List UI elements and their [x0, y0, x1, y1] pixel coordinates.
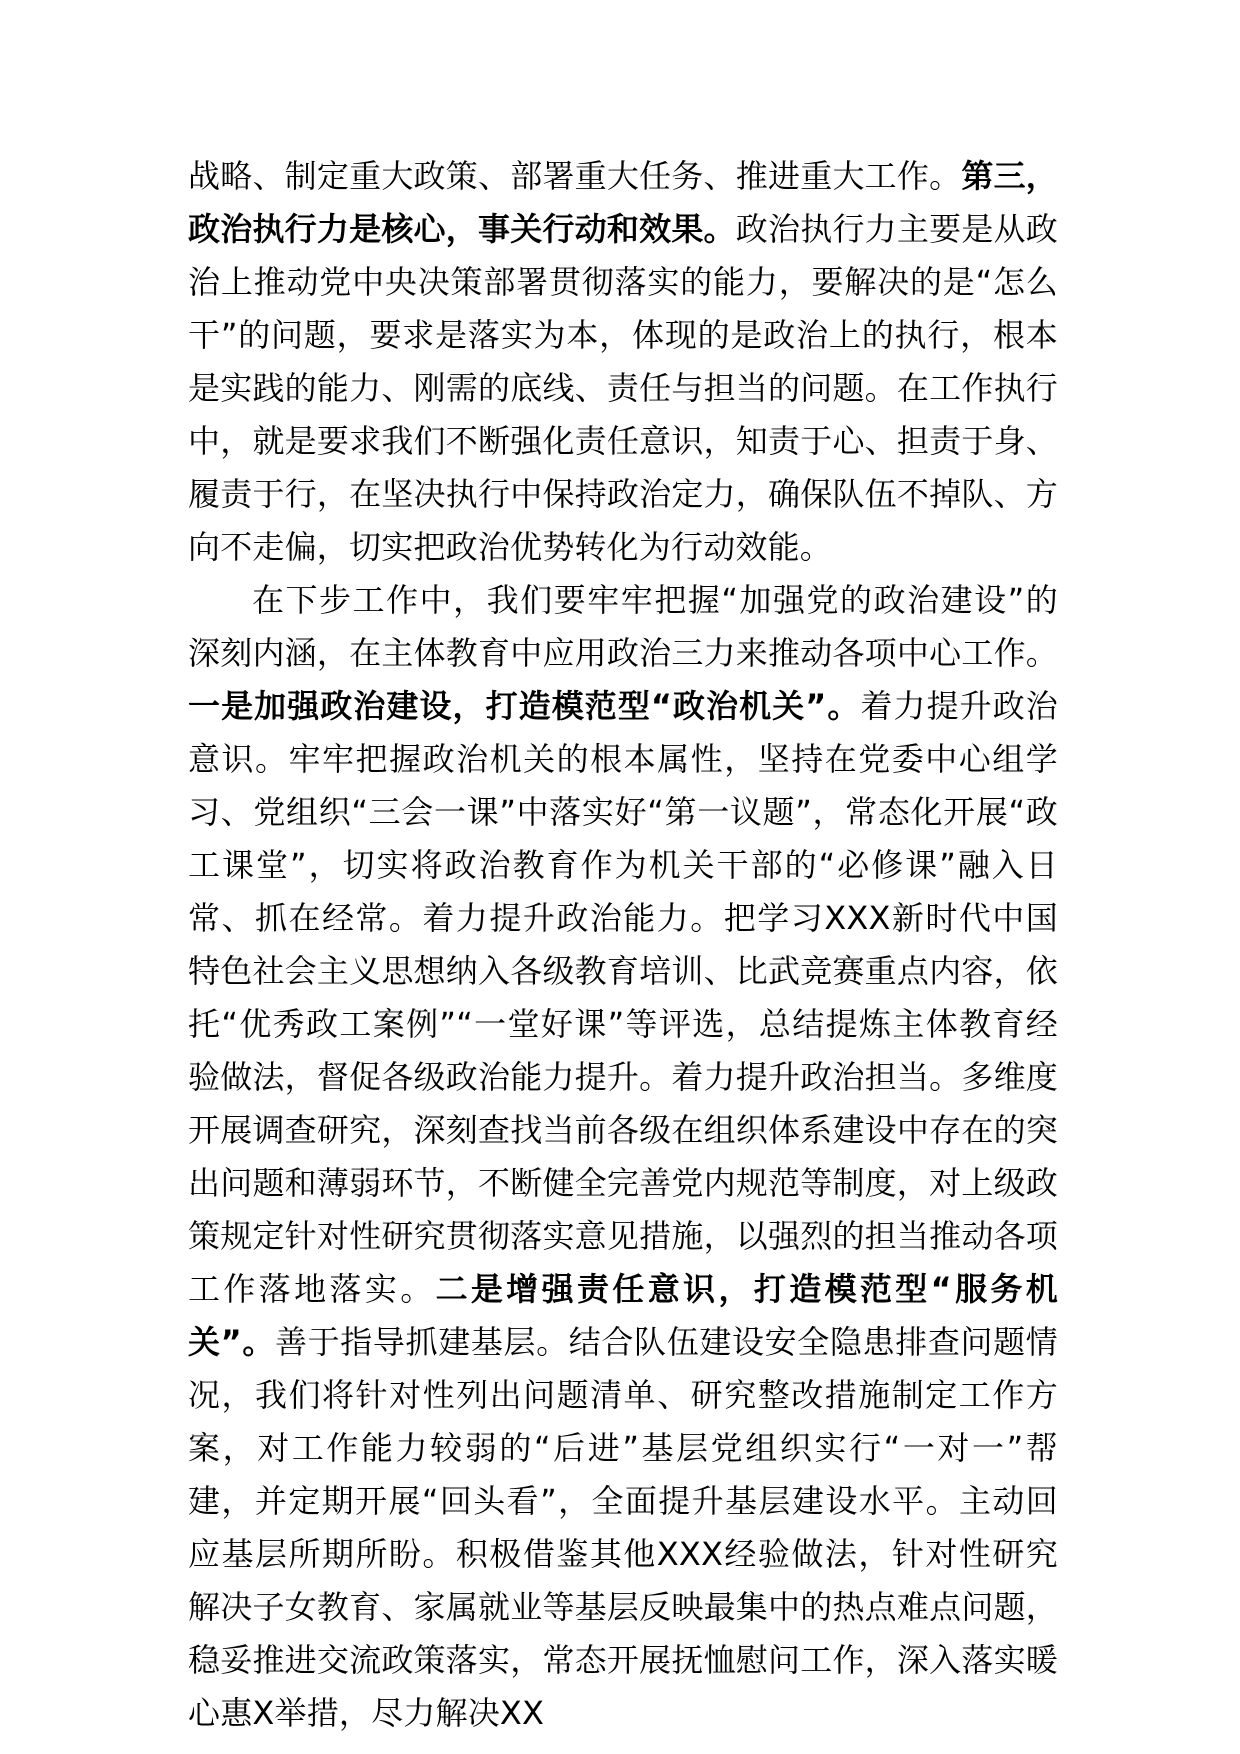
paragraph-2 — [188, 574, 1058, 1740]
paragraph-1 — [188, 150, 1058, 574]
paragraph-1-run-1: 战略、制定重大政策、部署重大任务、推进重大工作。 — [188, 157, 962, 195]
paragraph-2-run-5: 善于指导抓建基层。结合队伍建设安全隐患排查问题情况，我们将针对性列出问题清单、研究整改措施制定工作方案，对工作能力较弱的“后进”基层党组织实行“一对一”帮建，并定期开展“回头看”，全面提升基层建设水平。主动回应基层所期所盼。积极借鉴其他XXX经验做法，针对性研究解决子女教育、家属就业等基层反映最集中的热点难点问题，稳妥推进交流政策落实，常态开展抚恤慰问工作，深入落实暖心惠X举措，尽力解决XX — [188, 1323, 1058, 1732]
paragraph-1-run-2-heading: 第三，政治执行力是核心，事关行动和效果。 — [188, 157, 1058, 248]
paragraph-2-run-3: 着力提升政治意识。牢牢把握政治机关的根本属性，坚持在党委中心组学习、党组织“三会一课”中落实好“第一议题”，常态化开展“政工课堂”，切实将政治教育作为机关干部的“必修课”融入日常、抓在经常。着力提升政治能力。把学习XXX新时代中国特色社会主义思想纳入各级教育培训、比武竞赛重点内容，依托“优秀政工案例”“一堂好课”等评选，总结提炼主体教育经验做法，督促各级政治能力提升。着力提升政治担当。多维度开展调查研究，深刻查找当前各级在组织体系建设中存在的突出问题和薄弱环节，不断健全完善党内规范等制度，对上级政策规定针对性研究贯彻落实意见措施，以强烈的担当推动各项工作落地落实。 — [188, 687, 1059, 1308]
paragraph-2-run-4-heading: 二是增强责任意识，打造模范型“服务机关”。 — [188, 1270, 1058, 1361]
paragraph-2-run-2-heading: 一是加强政治建设，打造模范型“政治机关”。 — [188, 687, 861, 725]
paragraph-2-run-1: 在下步工作中，我们要牢牢把握“加强党的政治建设”的深刻内涵，在主体教育中应用政治三力来推动各项中心工作。 — [188, 581, 1058, 672]
paragraph-1-run-3: 政治执行力主要是从政治上推动党中央决策部署贯彻落实的能力，要解决的是“怎么干”的问题，要求是落实为本，体现的是政治上的执行，根本是实践的能力、刚需的底线、责任与担当的问题。在工作执行中，就是要求我们不断强化责任意识，知责于心、担责于身、履责于行，在坚决执行中保持政治定力，确保队伍不掉队、方向不走偏，切实把政治优势转化为行动效能。 — [188, 210, 1058, 566]
document-body — [188, 150, 1058, 1740]
